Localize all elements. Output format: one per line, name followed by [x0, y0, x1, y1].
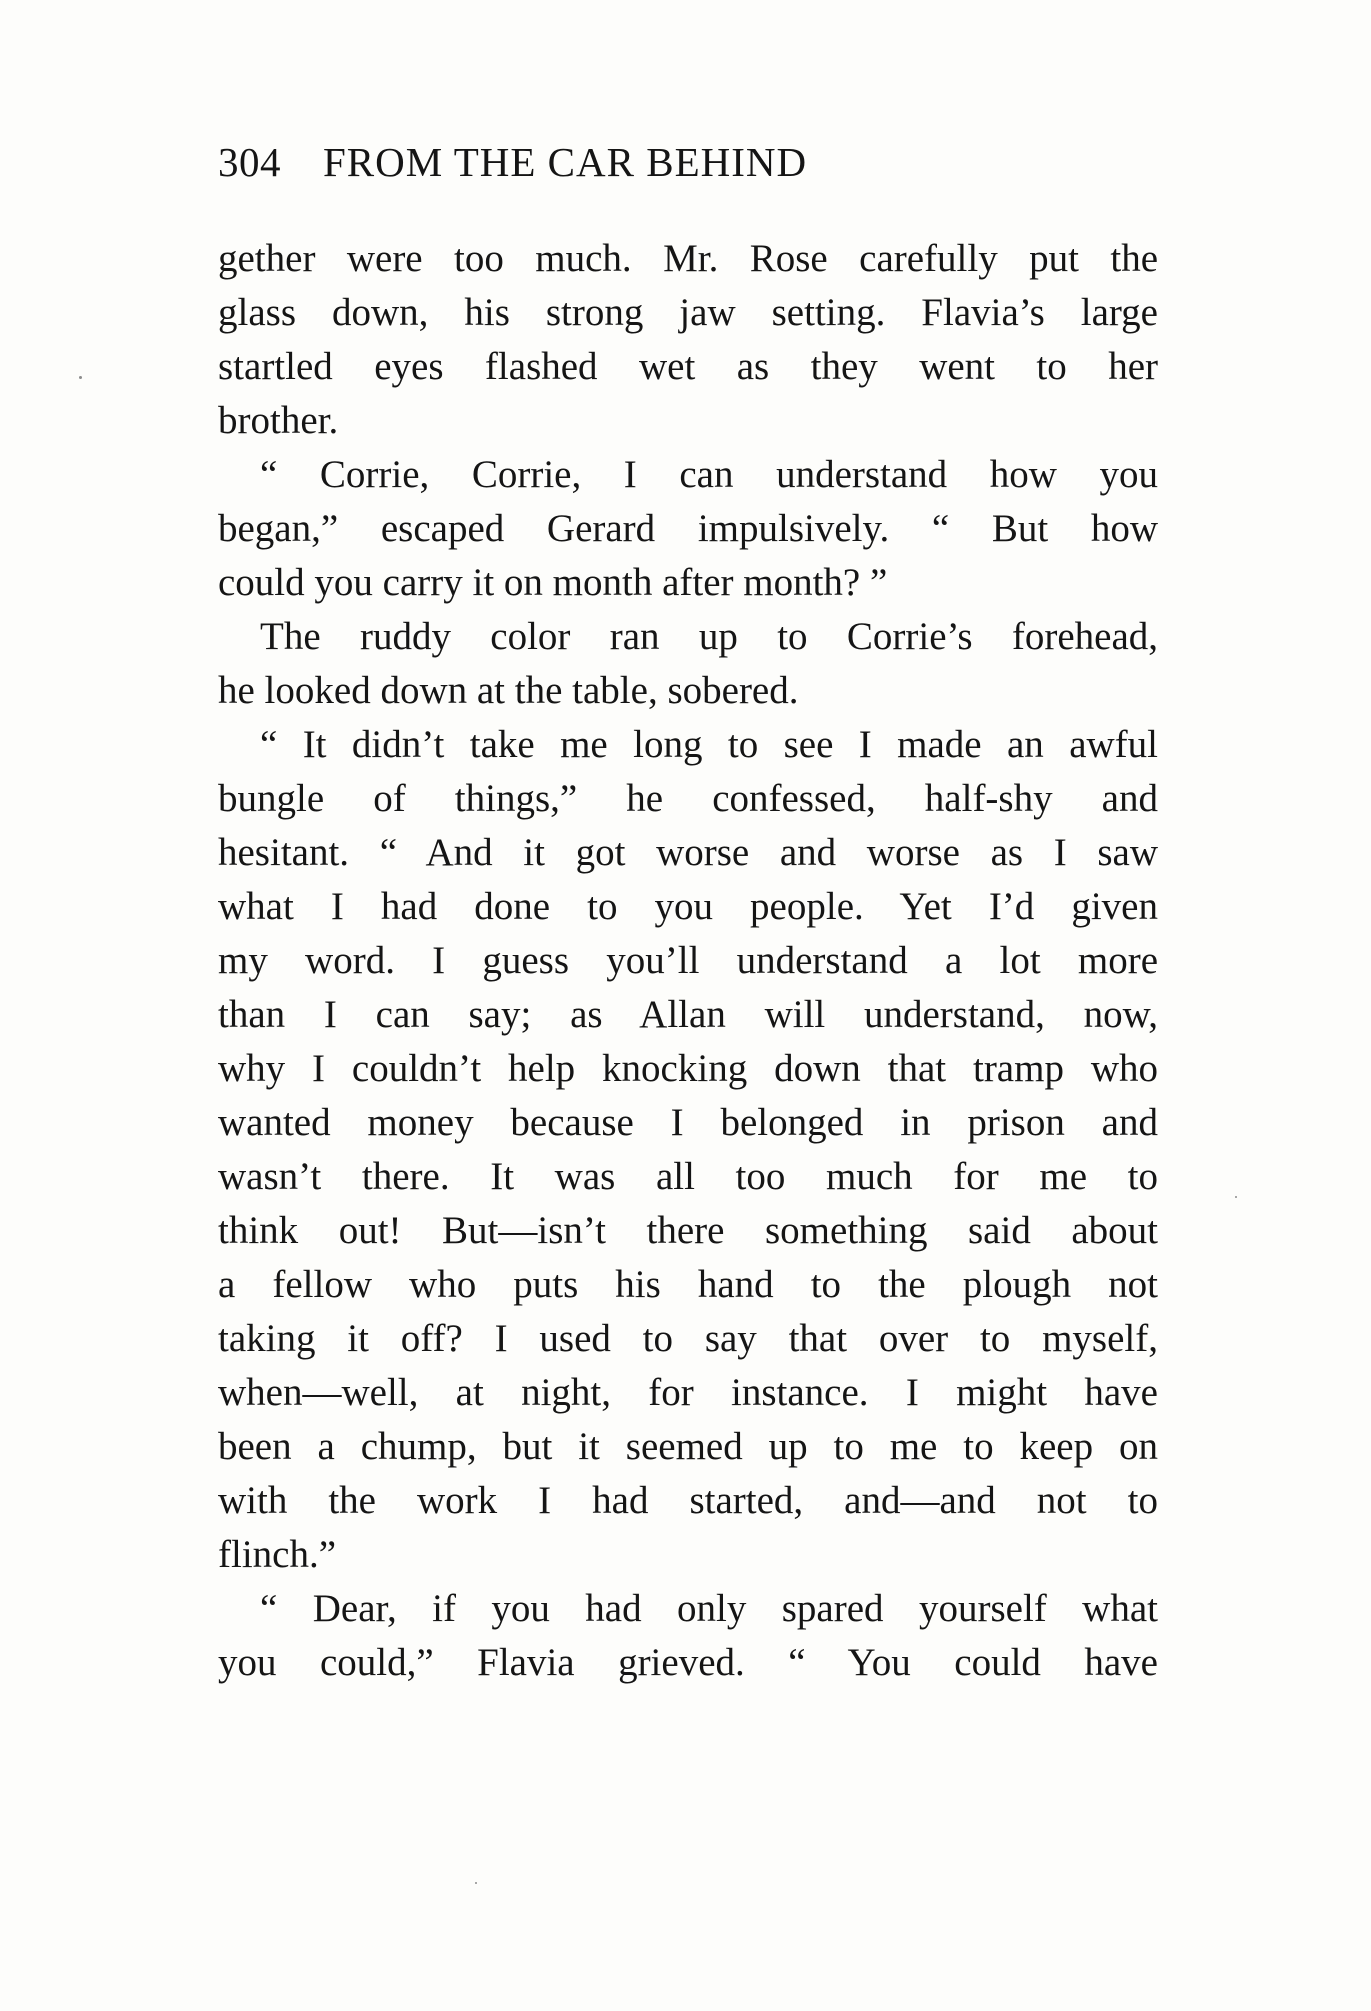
text-line: startled eyes flashed wet as they went to her	[218, 345, 1158, 388]
text-line: gether were too much. Mr. Rose carefully put the	[218, 237, 1158, 280]
text-line: you could,” Flavia grieved. “ You could have	[218, 1641, 1158, 1684]
text-line: taking it off? I used to say that over to myself,	[218, 1317, 1158, 1360]
text-line: The ruddy color ran up to Corrie’s forehead,	[260, 615, 1158, 658]
text-line: hesitant. “ And it got worse and worse as I saw	[218, 831, 1158, 874]
text-line: began,” escaped Gerard impulsively. “ But how	[218, 507, 1158, 550]
text-line: he looked down at the table, sobered.	[218, 669, 799, 712]
text-line: wasn’t there. It was all too much for me to	[218, 1155, 1158, 1198]
text-line: been a chump, but it seemed up to me to keep on	[218, 1425, 1158, 1468]
text-line: brother.	[218, 399, 339, 442]
text-line: my word. I guess you’ll understand a lot more	[218, 939, 1158, 982]
text-line: “ Dear, if you had only spared yourself what	[260, 1587, 1158, 1630]
paper-speck	[79, 376, 82, 379]
text-line: could you carry it on month after month? ”	[218, 561, 888, 604]
paper-speck	[475, 1882, 477, 1884]
text-line: “ Corrie, Corrie, I can understand how you	[260, 453, 1158, 496]
text-line: “ It didn’t take me long to see I made an awful	[260, 723, 1158, 766]
text-line: glass down, his strong jaw setting. Flavia’s large	[218, 291, 1158, 334]
text-line: with the work I had started, and—and not to	[218, 1479, 1158, 1522]
body-text	[218, 232, 1158, 1690]
text-line: why I couldn’t help knocking down that tramp who	[218, 1047, 1158, 1090]
text-line: bungle of things,” he confessed, half-shy and	[218, 777, 1158, 820]
running-header	[218, 138, 1158, 202]
text-line: think out! But—isn’t there something said about	[218, 1209, 1158, 1252]
paper-speck	[1235, 1196, 1237, 1198]
text-line: a fellow who puts his hand to the plough not	[218, 1263, 1158, 1306]
text-line: flinch.”	[218, 1533, 337, 1576]
running-title: FROM THE CAR BEHIND	[323, 139, 808, 185]
text-line: when—well, at night, for instance. I might have	[218, 1371, 1158, 1414]
text-line: what I had done to you people. Yet I’d given	[218, 885, 1158, 928]
text-line: wanted money because I belonged in prison and	[218, 1101, 1158, 1144]
text-line: than I can say; as Allan will understand, now,	[218, 993, 1158, 1036]
page-number: 304	[218, 139, 281, 185]
